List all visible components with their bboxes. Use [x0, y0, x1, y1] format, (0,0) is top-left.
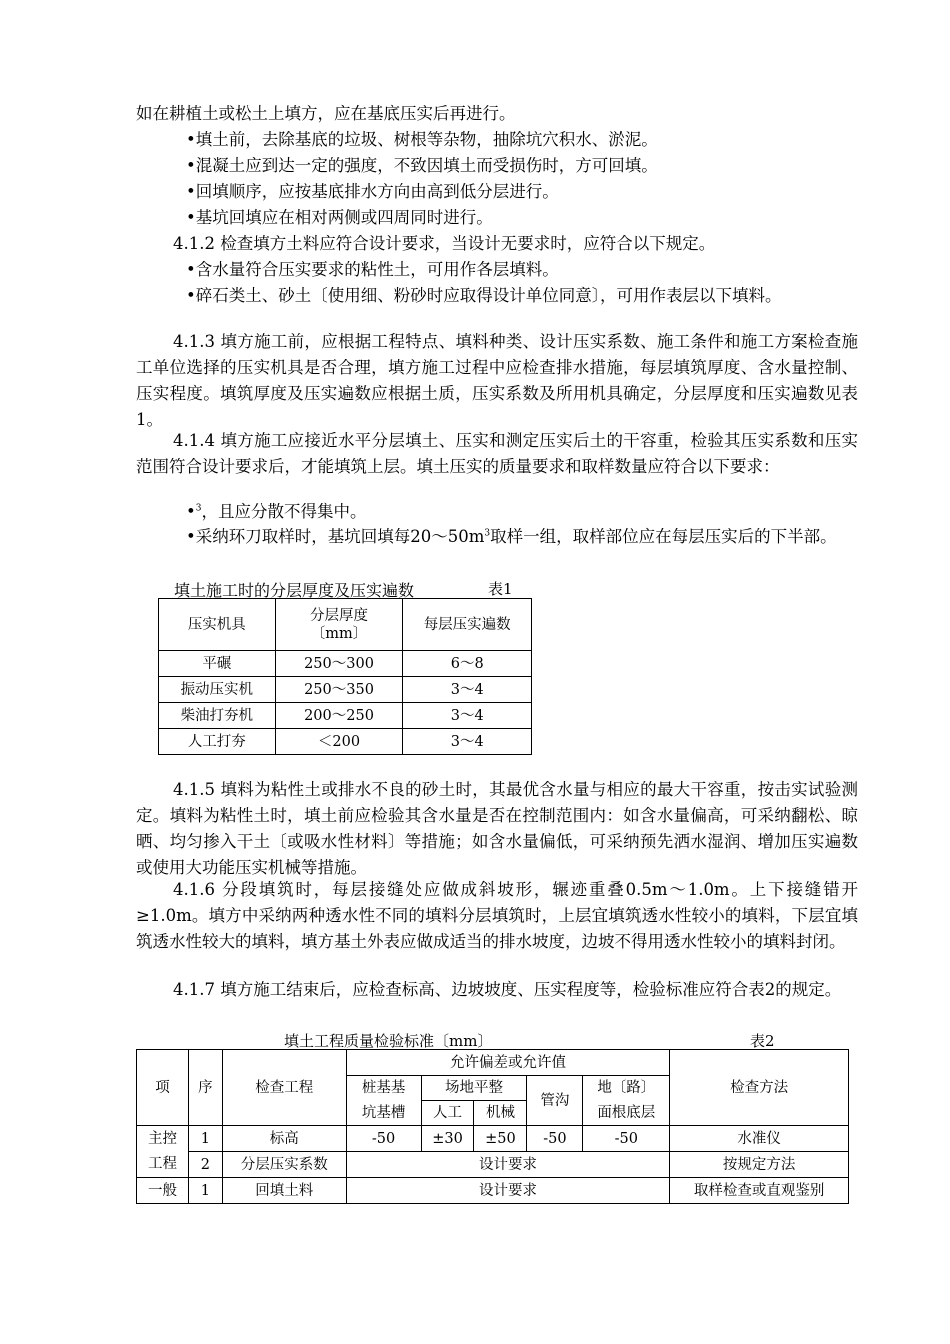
bullet-item: •混凝土应到达一定的强度，不致因填土而受损伤时，方可回填。: [186, 156, 658, 175]
section-4-1-5: 4.1.5 填料为粘性土或排水不良的砂土时，其最优含水量与相应的最大干容重，按击实试验测定。填料为粘性土时，填土前应检验其含水量是否在控制范围内：如含水量偏高，可采纳翻松、晾晒、均匀掺入干土〔或吸水性材料〕等措施；如含水量偏低，可采纳预先洒水湿润、增加压实遍数或使用大功能压实机械等措施。: [136, 780, 858, 877]
table2-cell: -50: [583, 1126, 670, 1152]
bullet-item: •碎石类土、砂土〔使用细、粉砂时应取得设计单位同意〕，可用作表层以下填料。: [186, 286, 782, 305]
table1-cell: 250～300: [275, 651, 403, 677]
bullet-item: •$^3$，且应分散不得集中。: [186, 502, 367, 521]
paragraph-intro: 如在耕植土或松土上填方，应在基底压实后再进行。: [136, 104, 516, 123]
table2-cell: ±30: [421, 1126, 474, 1152]
table2-cell: 2: [188, 1152, 222, 1178]
table2-header-method: 检查方法: [670, 1050, 849, 1126]
section-4-1-3: 4.1.3 填方施工前，应根据工程特点、填料种类、设计压实系数、施工条件和施工方案检查施工单位选择的压实机具是否合理，填方施工过程中应检查排水措施，每层填筑厚度、含水量控制、压实程度。填筑厚度及压实遍数应根据土质，压实系数及所用机具确定，分层厚度和压实遍数见表1。: [136, 332, 858, 429]
table2-cell: 一般: [137, 1178, 189, 1204]
table1-cell: 200～250: [275, 703, 403, 729]
table2-cell: -50: [346, 1126, 421, 1152]
table1-cell: 人工打夯: [159, 729, 276, 755]
section-4-1-2: 4.1.2 检查填方土料应符合设计要求，当设计无要求时，应符合以下规定。: [173, 234, 716, 253]
section-4-1-6: 4.1.6 分段填筑时，每层接缝处应做成斜坡形，辗迹重叠0.5m～1.0m。上下接缝错开≥1.0m。填方中采纳两种透水性不同的填料分层填筑时，上层宜填筑透水性较小的填料，下层宜填筑透水性较大的填料，填方基土外表应做成适当的排水坡度，边坡不得用透水性较小的填料封闭。: [136, 880, 858, 951]
table1-cell: 3～4: [403, 677, 532, 703]
table1-header: 每层压实遍数: [403, 599, 532, 651]
table1: [158, 598, 532, 755]
table1-cell: 250～350: [275, 677, 403, 703]
bullet-item: •填土前，去除基底的垃圾、树根等杂物，抽除坑穴积水、淤泥。: [186, 130, 658, 149]
bullet-item: •回填顺序，应按基底排水方向由高到低分层进行。: [186, 182, 559, 201]
table1-cell: 柴油打夯机: [159, 703, 276, 729]
table1-header: 压实机具: [159, 599, 276, 651]
table2-cell: 设计要求: [346, 1178, 670, 1204]
table2-header-pipe: 管沟: [527, 1076, 583, 1126]
table2-header-mech: 机械: [474, 1101, 527, 1126]
table2-cell: 分层压实系数: [222, 1152, 346, 1178]
table2-cell: 主控: [137, 1126, 189, 1152]
table2-cell: 水准仪: [670, 1126, 849, 1152]
bullet-item: •含水量符合压实要求的粘性土，可用作各层填料。: [186, 260, 559, 279]
table1-number: 表1: [488, 580, 513, 598]
table2-header-item: 项: [137, 1050, 189, 1126]
table1-cell: 平碾: [159, 651, 276, 677]
table2-header-allow: 允许偏差或允许值: [346, 1050, 670, 1076]
table2-cell: 1: [188, 1178, 222, 1204]
table1-cell: 6～8: [403, 651, 532, 677]
table2-cell: 1: [188, 1126, 222, 1152]
table2-header-manual: 人工: [421, 1101, 474, 1126]
table1-header: 分层厚度 〔mm〕: [275, 599, 403, 651]
table2-cell: 工程: [137, 1152, 189, 1178]
table2: [136, 1049, 849, 1204]
table1-cell: ＜200: [275, 729, 403, 755]
table1-cell: 3～4: [403, 703, 532, 729]
table2-cell: -50: [527, 1126, 583, 1152]
section-4-1-4: 4.1.4 填方施工应接近水平分层填土、压实和测定压实后土的干容重，检验其压实系数和压实范围符合设计要求后，才能填筑上层。填土压实的质量要求和取样数量应符合以下要求：: [136, 431, 858, 476]
table1-cell: 3～4: [403, 729, 532, 755]
table2-cell: 按规定方法: [670, 1152, 849, 1178]
table2-cell: 标高: [222, 1126, 346, 1152]
table2-cell: 取样检查或直观鉴别: [670, 1178, 849, 1204]
section-4-1-7: 4.1.7 填方施工结束后，应检查标高、边坡坡度、压实程度等，检验标准应符合表2的规定。: [173, 980, 842, 999]
table2-header-pile: 桩基基 坑基槽: [346, 1076, 421, 1126]
table2-number: 表2: [750, 1032, 775, 1050]
table2-caption: 填土工程质量检验标准〔mm〕: [284, 1032, 493, 1050]
table2-header-site: 场地平整: [421, 1076, 527, 1101]
bullet-item: •采纳环刀取样时，基坑回填每$20\sim 50m^3$取样一组，取样部位应在每层压实后的下半部。: [186, 527, 837, 546]
bullet-item: •基坑回填应在相对两侧或四周同时进行。: [186, 208, 493, 227]
table2-cell: ±50: [474, 1126, 527, 1152]
table2-header-road: 地〔路〕 面根底层: [583, 1076, 670, 1126]
table1-caption: 填土施工时的分层厚度及压实遍数: [174, 581, 415, 600]
table2-header-project: 检查工程: [222, 1050, 346, 1126]
table2-header-seq: 序: [188, 1050, 222, 1126]
table1-cell: 振动压实机: [159, 677, 276, 703]
table2-cell: 回填土料: [222, 1178, 346, 1204]
table2-cell: 设计要求: [346, 1152, 670, 1178]
